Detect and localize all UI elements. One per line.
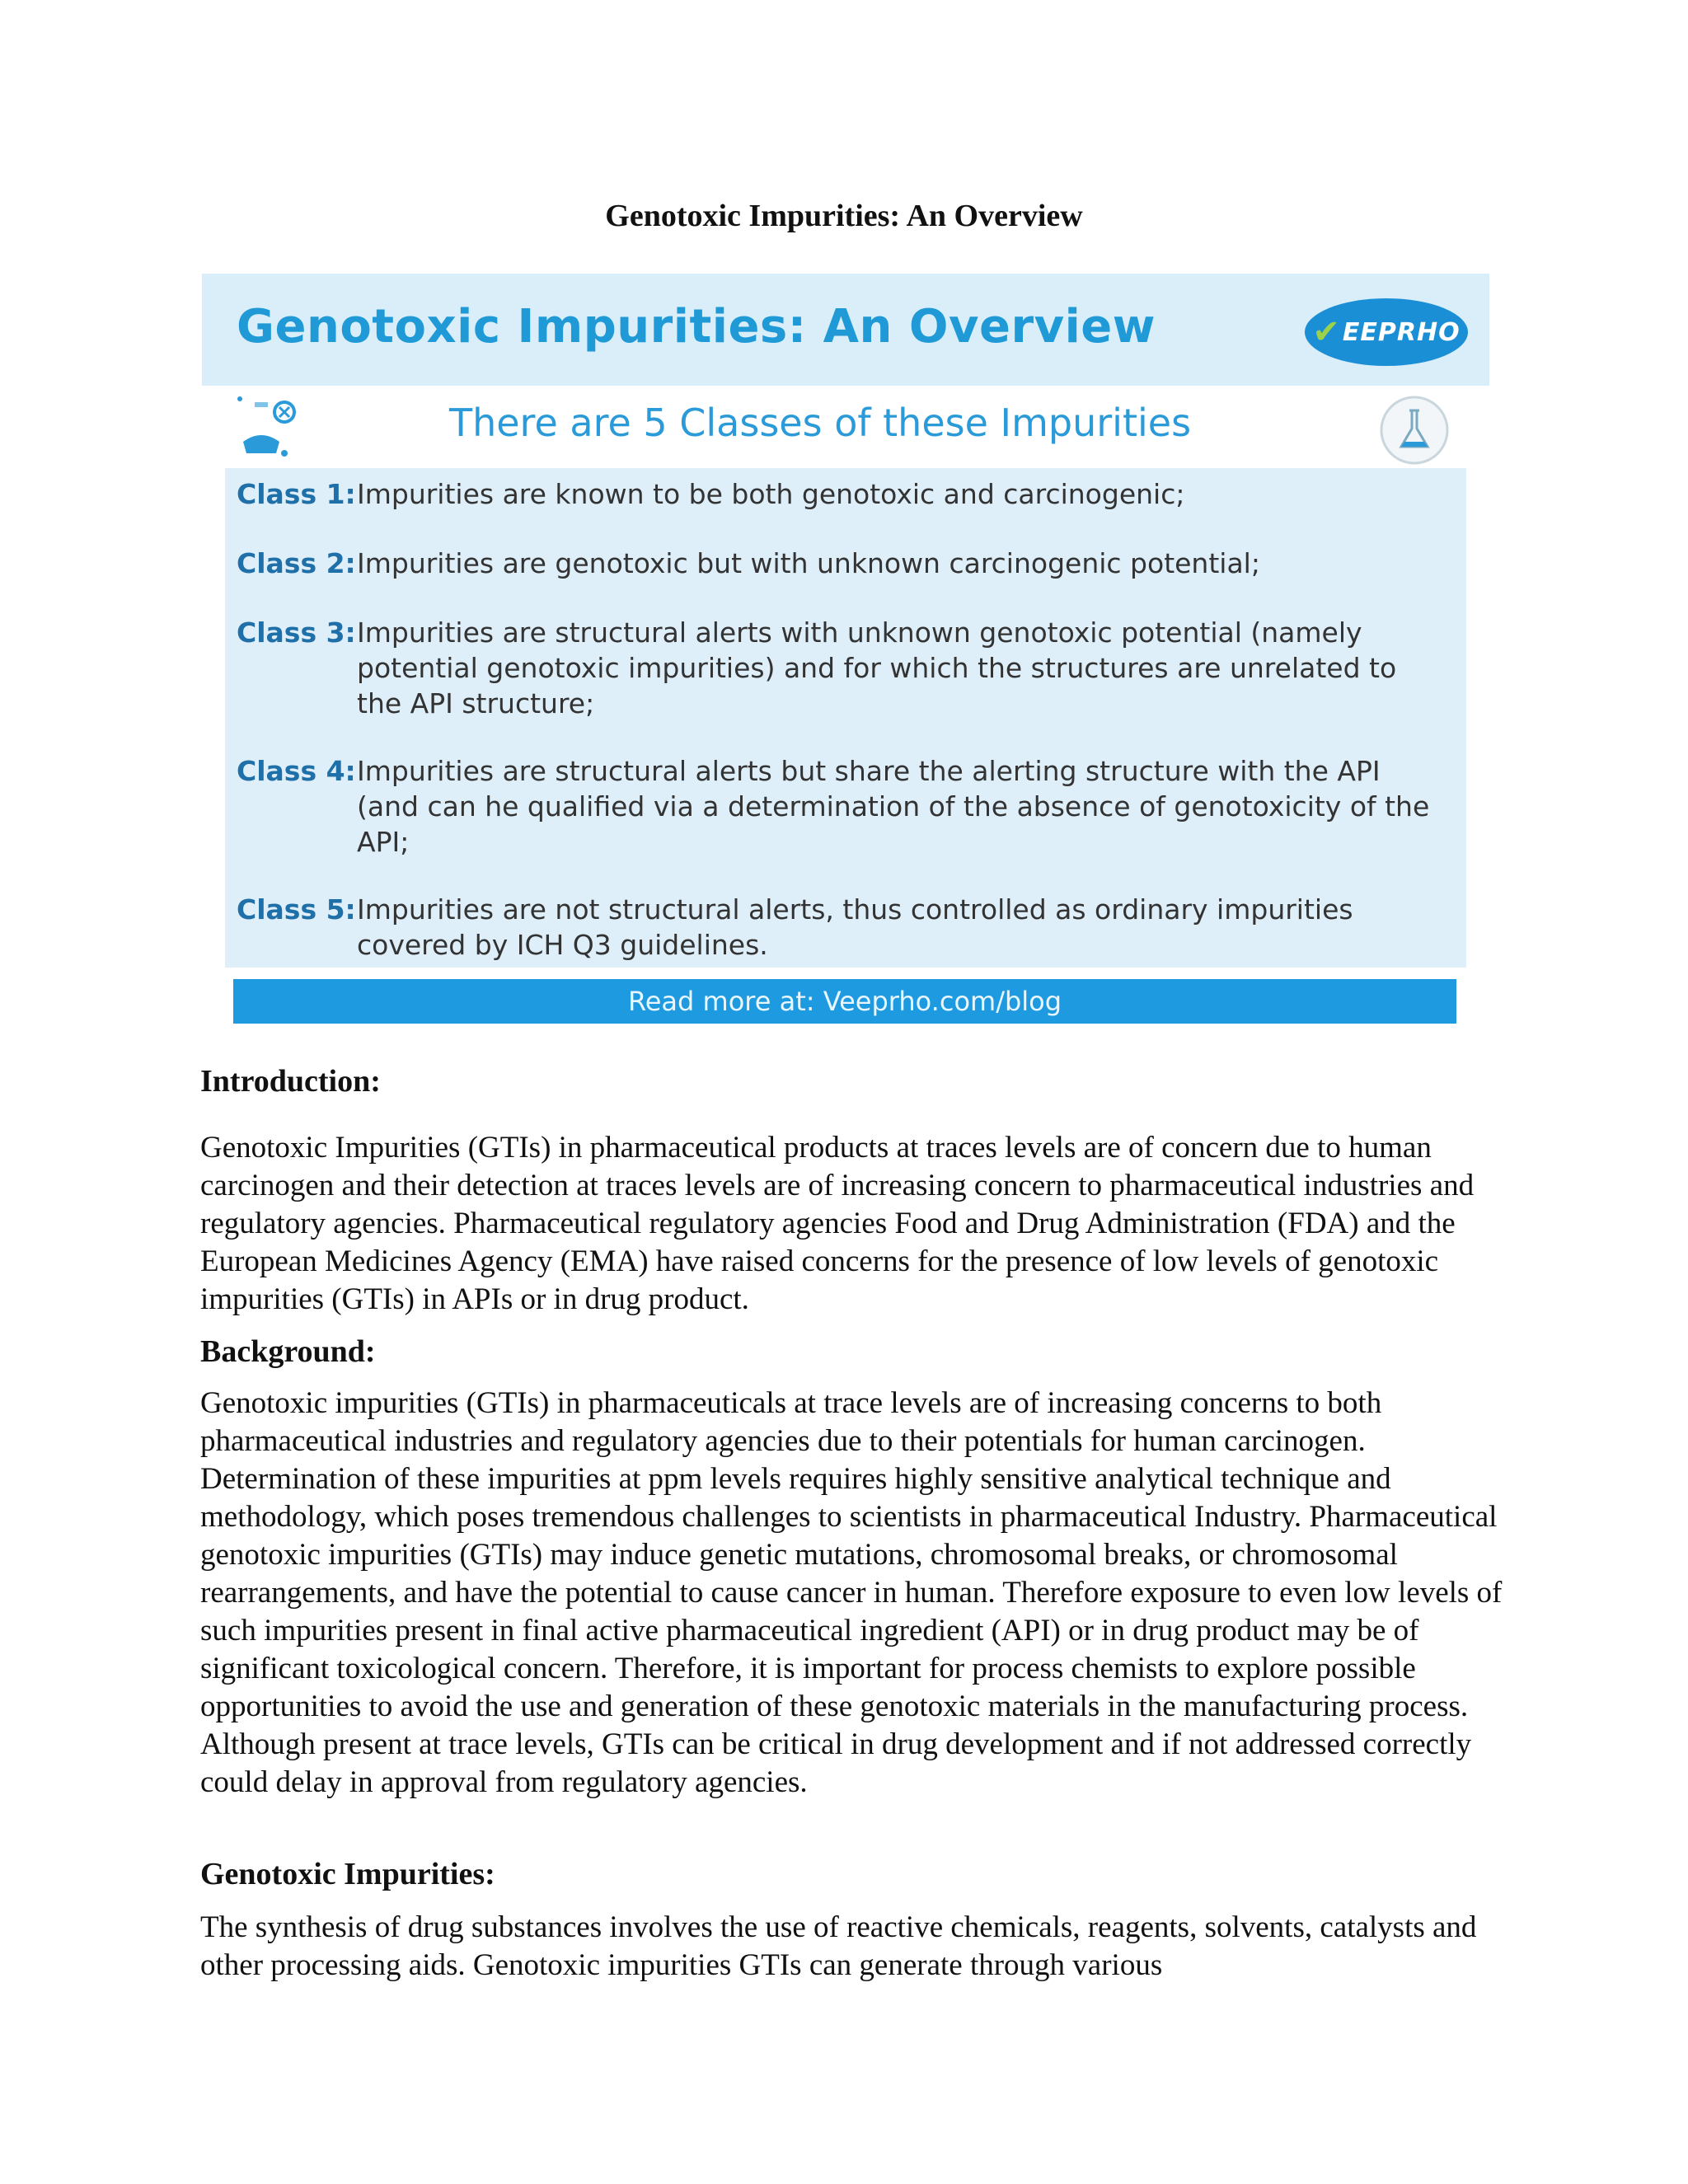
checkmark-icon: ✔	[1312, 313, 1341, 351]
class-text: Impurities are not structural alerts, thus controlled as ordinary impurities covered by ICH Q3 guidelines.	[357, 893, 1353, 961]
class-label: Class 3:	[237, 616, 356, 649]
class-label: Class 4:	[237, 755, 356, 787]
class-text: Impurities are genotoxic but with unknown carcinogenic potential;	[357, 547, 1260, 579]
beaker-icon	[1376, 392, 1452, 468]
classes-panel	[225, 468, 1466, 968]
introduction-paragraph: Genotoxic Impurities (GTIs) in pharmaceutical products at traces levels are of concern due to human carcinogen and their detection at traces levels are of increasing concern to pharmaceutical industries and regulatory agencies. Pharmaceutical regulatory agencies Food and Drug Administration (FDA) and the European Medicines Agency (EMA) have raised concerns for the presence of low levels of genotoxic impurities (GTIs) in APIs or in drug product.	[200, 1131, 1475, 1316]
genotoxic-impurities-paragraph: The synthesis of drug substances involves the use of reactive chemicals, reagents, solvents, catalysts and other processing aids. Genotoxic impurities GTIs can generate through various	[200, 1910, 1477, 1982]
class-item	[237, 546, 1456, 581]
class-label: Class 2:	[237, 547, 356, 579]
infographic-title: Genotoxic Impurities: An Overview	[237, 300, 1156, 354]
document-title: Genotoxic Impurities: An Overview	[605, 199, 1083, 233]
class-item	[237, 892, 1456, 963]
class-item	[237, 615, 1456, 721]
overview-infographic	[202, 274, 1489, 1032]
logo-text: EEPRHO	[1342, 317, 1461, 347]
infographic-subtitle: There are 5 Classes of these Impurities	[449, 401, 1192, 445]
veeprho-logo	[1305, 298, 1468, 366]
class-text: Impurities are structural alerts with unknown genotoxic potential (namely potential genotoxic impurities) and for which the structures are unrelated to the API structure;	[357, 616, 1397, 719]
genotoxic-impurities-heading: Genotoxic Impurities:	[200, 1857, 495, 1891]
class-item	[237, 753, 1456, 860]
flask-icon	[235, 396, 301, 462]
background-paragraph: Genotoxic impurities (GTIs) in pharmaceuticals at trace levels are of increasing concerns to both pharmaceutical industries and regulatory agencies due to their potentials for human carcinogen. Determination of these impurities at ppm levels requires highly sensitive analytical technique and methodology, which poses tremendous challenges to scientists in pharmaceutical Industry. Pharmaceutical genotoxic impurities (GTIs) may induce genetic mutations, chromosomal breaks, or chromosomal rearrangements, and have the potential to cause cancer in human. Therefore exposure to even low levels of such impurities present in final active pharmaceutical ingredient (API) or in drug product may be of significant toxicological concern. Therefore, it is important for process chemists to explore possible opportunities to avoid the use and generation of these genotoxic materials in the manufacturing process. Although present at trace levels, GTIs can be critical in drug development and if not addressed correctly could delay in approval from regulatory agencies.	[200, 1386, 1503, 1799]
infographic-subtitle-row	[202, 386, 1489, 468]
class-label: Class 5:	[237, 893, 356, 926]
class-text: Impurities are structural alerts but share the alerting structure with the API (and can he qualified via a determination of the absence of genotoxicity of the API;	[357, 755, 1430, 858]
class-text: Impurities are known to be both genotoxic and carcinogenic;	[357, 478, 1185, 510]
read-more-banner: Read more at: Veeprho.com/blog	[233, 979, 1456, 1024]
background-heading: Background:	[200, 1334, 376, 1369]
class-item	[237, 476, 1456, 512]
class-label: Class 1:	[237, 478, 356, 510]
infographic-header	[202, 274, 1489, 386]
introduction-heading: Introduction:	[200, 1064, 381, 1099]
